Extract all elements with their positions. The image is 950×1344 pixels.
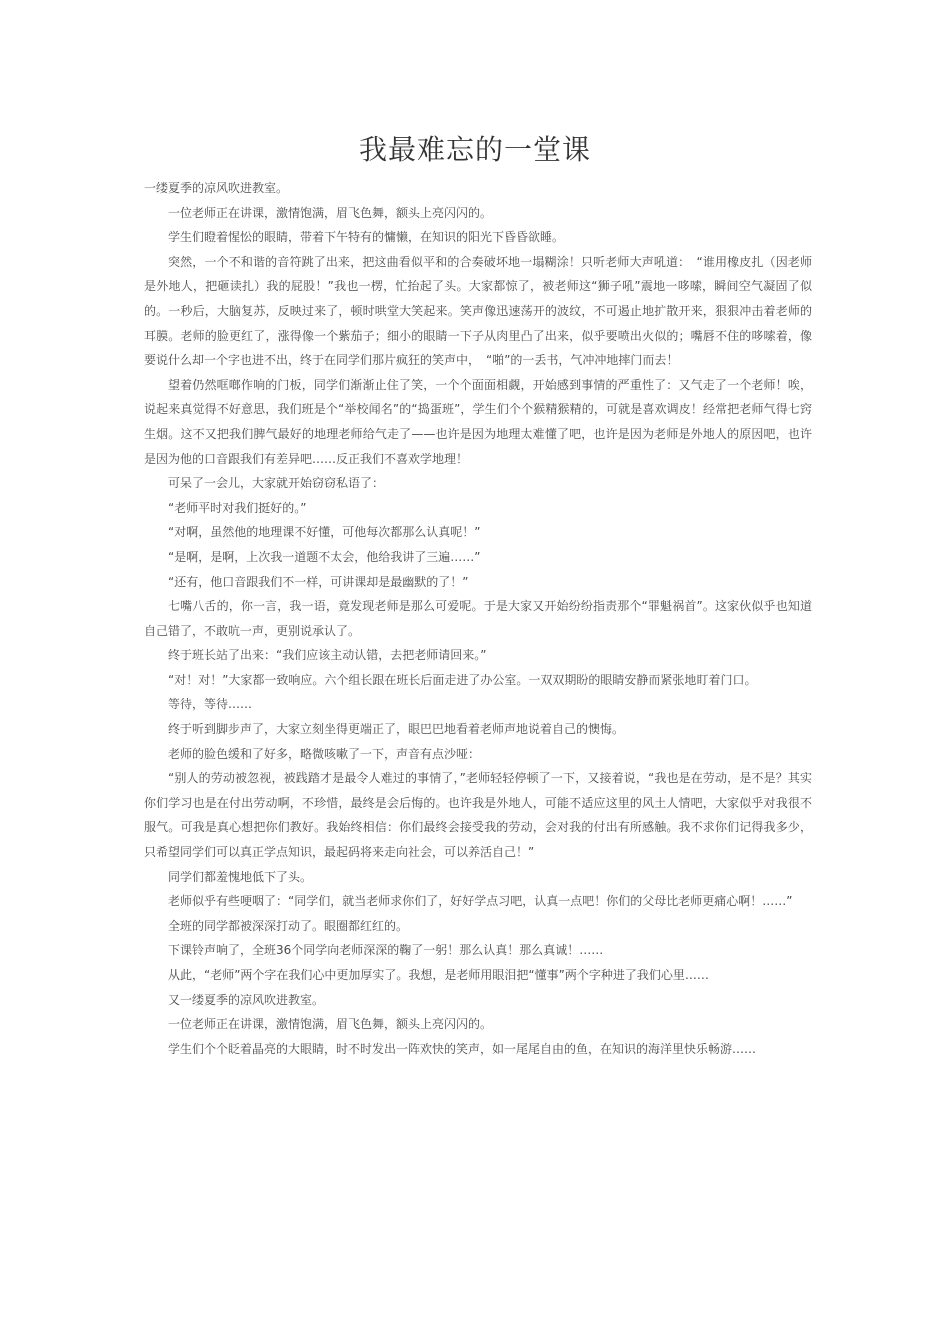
document-body xyxy=(144,176,812,1061)
paragraph: 一缕夏季的凉风吹进教室。 xyxy=(144,181,289,195)
paragraph: 终于听到脚步声了，大家立刻坐得更端正了，眼巴巴地看着老师声地说着自己的懊悔。 xyxy=(168,722,625,737)
paragraph: “对！对！”大家都一致响应。六个组长跟在班长后面走进了办公室。一双双期盼的眼睛安静而紧张地盯着门口。 xyxy=(168,672,757,687)
paragraph: “对啊，虽然他的地理课不好懂，可他每次都那么认真呢！” xyxy=(168,525,481,540)
paragraph: 又一缕夏季的凉风吹进教室。 xyxy=(168,992,325,1007)
paragraph: 一位老师正在讲课，激情饱满，眉飞色舞，额头上亮闪闪的。 xyxy=(168,1017,493,1032)
paragraph: 学生们瞪着惺忪的眼睛，带着下午特有的慵懒，在知识的阳光下昏昏欲睡。 xyxy=(168,230,565,245)
paragraph: 下课铃声响了，全班36个同学向老师深深的鞠了一躬！那么认真！那么真诚！…… xyxy=(168,943,604,958)
paragraph: 终于班长站了出来：“我们应该主动认错，去把老师请回来。” xyxy=(168,648,487,663)
paragraph: 等待，等待…… xyxy=(168,697,253,712)
paragraph: “是啊，是啊，上次我一道题不太会，他给我讲了三遍……” xyxy=(168,549,481,564)
paragraph: 老师似乎有些哽咽了：“同学们，就当老师求你们了，好好学点习吧，认真一点吧！你们的父母比老师更痛心啊！……” xyxy=(168,894,793,909)
document-title: 我最难忘的一堂课 xyxy=(358,133,591,166)
paragraph: 突然，一个不和谐的音符跳了出来，把这曲看似平和的合奏破坏地一塌糊涂！只听老师大声吼道： “谁用橡皮扎（因老师是外地人，把砸读扎）我的屁股！”我也一楞，忙抬起了头。大家都惊了，被老师这“狮子吼”震地一哆嗦，瞬间空气凝固了似的。一秒后，大脑复苏，反映过来了，顿时哄堂大笑起来。笑声像迅速荡开的波纹，不可遏止地扩散开来，狠狠冲击着老师的耳膜。老师的脸更红了，涨得像一个紫茄子；细小的眼睛一下子从肉里凸了出来，似乎要喷出火似的；嘴唇不住的哆嗦着，像要说什么却一个字也进不出，终于在同学们那片疯狂的笑声中， “啪”的一丢书，气冲冲地摔门而去！ xyxy=(144,254,812,368)
paragraph: “老师平时对我们挺好的。” xyxy=(168,500,307,515)
paragraph: 从此，“老师”两个字在我们心中更加厚实了。我想，是老师用眼泪把“懂事”两个字种进了我们心里…… xyxy=(168,968,709,982)
paragraph: 同学们都羞愧地低下了头。 xyxy=(168,869,313,884)
paragraph: 全班的同学都被深深打动了。眼圈都红红的。 xyxy=(168,918,409,933)
paragraph: “别人的劳动被忽视，被践踏才是最令人难过的事情了，”老师轻轻停顿了一下，又接着说，“我也是在劳动，是不是？其实你们学习也是在付出劳动啊，不珍惜，最终是会后悔的。也许我是外地人，可能不适应这里的风土人情吧，大家似乎对我很不服气。可我是真心想把你们教好。我始终相信：你们最终会接受我的劳动，会对我的付出有所感触。我不求你们记得我多少，只希望同学们可以真正学点知识，最起码将来走向社会，可以养活自己！” xyxy=(144,771,812,860)
paragraph: 望着仍然哐啷作响的门板，同学们渐渐止住了笑，一个个面面相觑，开始感到事情的严重性了：又气走了一个老师！唉，说起来真觉得不好意思，我们班是个“举校闻名”的“捣蛋班”，学生们个个猴精猴精的，可就是喜欢调皮！经常把老师气得七窍生烟。这不又把我们脾气最好的地理老师给气走了——也许是因为地理太难懂了吧，也许是因为老师是外地人的原因吧，也许是因为他的口音跟我们有差异吧……反正我们不喜欢学地理！ xyxy=(144,377,812,466)
paragraph: 七嘴八舌的，你一言，我一语，竟发现老师是那么可爱呢。于是大家又开始纷纷指责那个“罪魁祸首”。这家伙似乎也知道自己错了，不敢吭一声，更别说承认了。 xyxy=(144,599,812,638)
paragraph: 老师的脸色缓和了好多，略微咳嗽了一下，声音有点沙哑： xyxy=(168,746,481,761)
paragraph: 一位老师正在讲课，激情饱满，眉飞色舞，额头上亮闪闪的。 xyxy=(168,205,493,220)
paragraph: 可呆了一会儿，大家就开始窃窃私语了： xyxy=(168,476,385,491)
paragraph: “还有，他口音跟我们不一样，可讲课却是最幽默的了！” xyxy=(168,574,469,589)
paragraph: 学生们个个眨着晶亮的大眼睛，时不时发出一阵欢快的笑声，如一尾尾自由的鱼，在知识的海洋里快乐畅游…… xyxy=(168,1041,757,1056)
